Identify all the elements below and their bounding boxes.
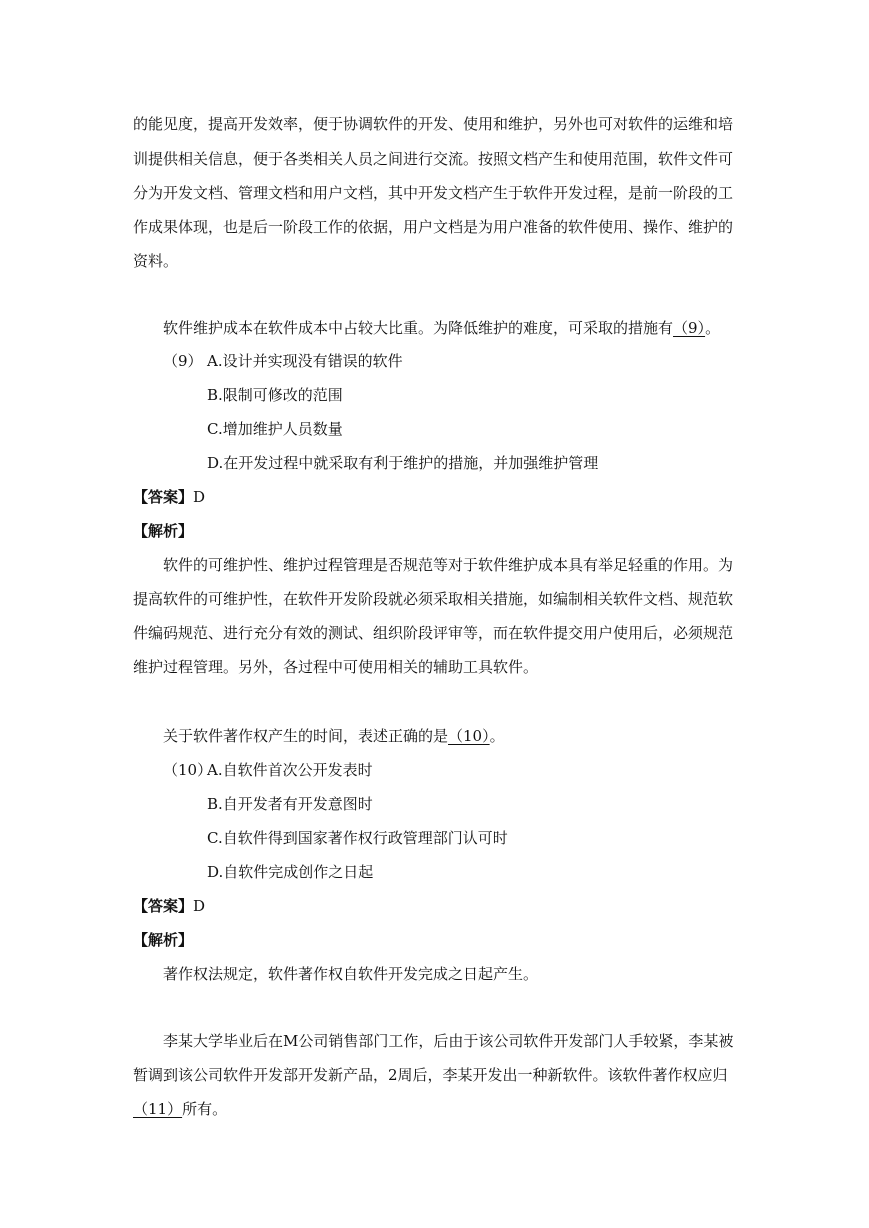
- q11-blank: （11）: [133, 1100, 183, 1118]
- q10-analysis-line-1: 著作权法规定，软件著作权自软件开发完成之日起产生。: [163, 965, 539, 983]
- q9-option-c: C.增加维护人员数量: [207, 420, 343, 438]
- q9-stem: [163, 318, 720, 338]
- q10-number: （10）: [163, 761, 213, 779]
- intro-line-2: 训提供相关信息，便于各类相关人员之间进行交流。按照文档产生和使用范围，软件文件可: [133, 150, 734, 168]
- q9-analysis-label: 【解析】: [133, 522, 194, 540]
- q9-blank: （9）: [673, 319, 706, 337]
- q9-option-b: B.限制可修改的范围: [207, 386, 343, 404]
- intro-line-1: 的能见度，提高开发效率，便于协调软件的开发、使用和维护，另外也可对软件的运维和培: [133, 115, 734, 133]
- q9-analysis-line-2: 提高软件的可维护性，在软件开发阶段就必须采取相关措施，如编制相关软件文档、规范软: [133, 590, 734, 608]
- q10-stem-end: 。: [489, 727, 505, 745]
- q10-option-a: A.自软件首次公开发表时: [207, 761, 373, 779]
- q9-analysis-line-1: 软件的可维护性、维护过程管理是否规范等对于软件维护成本具有举足轻重的作用。为: [163, 556, 734, 574]
- intro-line-5: 资料。: [133, 252, 179, 270]
- q11-line-3-text: 所有。: [182, 1100, 228, 1118]
- intro-line-4: 作成果体现，也是后一阶段工作的依据，用户文档是为用户准备的软件使用、操作、维护的: [133, 218, 734, 236]
- q11-line-1: 李某大学毕业后在M公司销售部门工作，后由于该公司软件开发部门人手较紧，李某被: [163, 1032, 734, 1050]
- q10-stem: [163, 726, 505, 746]
- q10-answer: [133, 896, 205, 916]
- q9-option-a: A.设计并实现没有错误的软件: [207, 352, 403, 370]
- q10-answer-value: D: [193, 897, 206, 915]
- q9-answer-label: 【答案】: [133, 488, 194, 506]
- q10-option-b: B.自开发者有开发意图时: [207, 795, 373, 813]
- q9-answer-value: D: [193, 488, 206, 506]
- q9-stem-text: 软件维护成本在软件成本中占较大比重。为降低维护的难度，可采取的措施有: [163, 319, 674, 337]
- q10-answer-label: 【答案】: [133, 897, 194, 915]
- q9-stem-end: 。: [705, 319, 721, 337]
- q10-stem-text: 关于软件著作权产生的时间，表述正确的是: [163, 727, 449, 745]
- q11-line-2: 暂调到该公司软件开发部开发新产品，2周后，李某开发出一种新软件。该软件著作权应归: [133, 1066, 728, 1084]
- q10-option-c: C.自软件得到国家著作权行政管理部门认可时: [207, 829, 508, 847]
- q10-option-d: D.自软件完成创作之日起: [207, 863, 374, 881]
- intro-line-3: 分为开发文档、管理文档和用户文档，其中开发文档产生于软件开发过程，是前一阶段的工: [133, 184, 734, 202]
- q10-analysis-label: 【解析】: [133, 931, 194, 949]
- q9-option-d: D.在开发过程中就采取有利于维护的措施，并加强维护管理: [207, 454, 599, 472]
- q9-analysis-line-4: 维护过程管理。另外，各过程中可使用相关的辅助工具软件。: [133, 658, 539, 676]
- q9-answer: [133, 487, 205, 507]
- q9-number: （9）: [163, 352, 203, 370]
- q11-line-3: [133, 1099, 227, 1119]
- q9-analysis-line-3: 件编码规范、进行充分有效的测试、组织阶段评审等，而在软件提交用户使用后，必须规范: [133, 624, 734, 642]
- q10-blank: （10）: [448, 727, 490, 745]
